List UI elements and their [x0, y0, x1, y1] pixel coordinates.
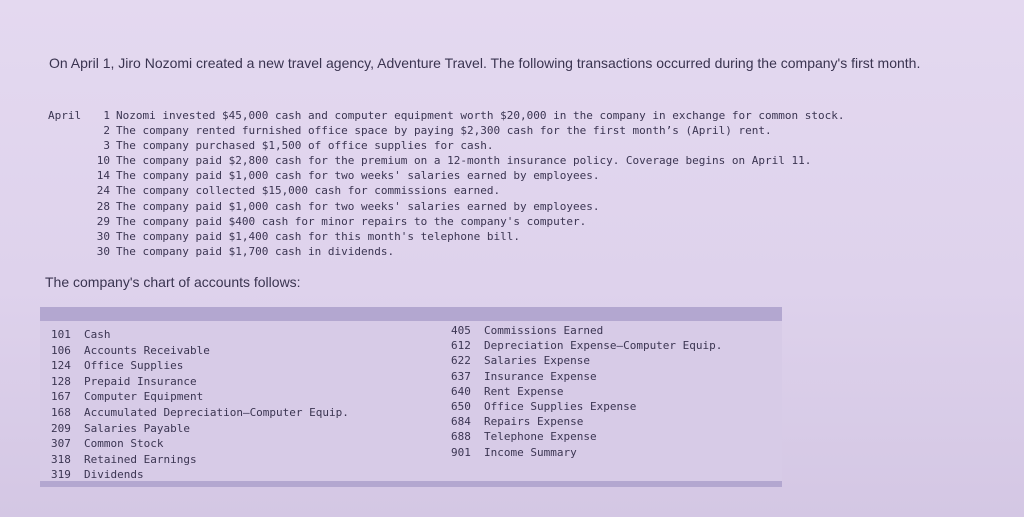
chart-of-accounts-heading: The company's chart of accounts follows:: [45, 274, 301, 290]
account-name: Common Stock: [84, 437, 164, 451]
account-row: [51, 343, 349, 359]
transaction-day: 30: [96, 244, 110, 258]
account-number: 637: [451, 369, 471, 383]
accounts-left-column: [51, 327, 349, 483]
account-name: Income Summary: [484, 445, 577, 459]
account-row: [451, 399, 722, 414]
transaction-description: The company rented furnished office space by paying $2,300 cash for the first month’s (April) rent.: [116, 124, 772, 138]
account-number: 405: [451, 324, 471, 337]
transaction-description: The company paid $1,700 cash in dividends.: [116, 244, 395, 258]
account-number: 640: [451, 384, 471, 398]
transaction-day: 3: [103, 139, 110, 153]
account-number: 106: [51, 343, 71, 357]
transaction-row: [48, 138, 844, 153]
account-name: Depreciation Expense—Computer Equip.: [484, 339, 723, 353]
account-row: [51, 389, 349, 405]
transaction-row: [48, 183, 844, 198]
account-name: Accounts Receivable: [84, 343, 210, 357]
account-row: [51, 421, 349, 437]
account-name: Office Supplies: [84, 359, 184, 373]
account-number: 319: [51, 468, 71, 482]
transaction-row: [48, 244, 844, 259]
account-number: 612: [451, 339, 471, 353]
account-row: [451, 414, 722, 429]
account-name: Salaries Payable: [84, 421, 190, 435]
account-name: Telephone Expense: [484, 430, 597, 444]
account-row: [51, 405, 349, 421]
account-number: 318: [51, 452, 71, 466]
transaction-day: 2: [103, 124, 110, 138]
transaction-day: 30: [96, 229, 110, 243]
account-row: [451, 353, 722, 368]
account-row: [51, 374, 349, 390]
account-row: [451, 369, 722, 384]
transaction-day: 10: [96, 154, 110, 168]
account-name: Commissions Earned: [484, 324, 604, 337]
account-number: 901: [451, 445, 471, 459]
intro-paragraph: On April 1, Jiro Nozomi created a new travel agency, Adventure Travel. The following transactions occurred during the company's first month.: [49, 55, 921, 71]
account-row: [451, 323, 722, 338]
transaction-row: [48, 214, 844, 229]
transaction-description: The company paid $1,400 cash for this month's telephone bill.: [116, 229, 520, 243]
account-number: 307: [51, 437, 71, 451]
transaction-row: [48, 108, 844, 123]
account-name: Insurance Expense: [484, 369, 597, 383]
transaction-day: 1: [103, 109, 110, 122]
transaction-description: The company paid $2,800 cash for the premium on a 12-month insurance policy. Coverage begins on April 11.: [116, 154, 812, 168]
account-name: Cash: [84, 328, 111, 341]
account-number: 101: [51, 328, 71, 341]
account-number: 688: [451, 430, 471, 444]
account-number: 128: [51, 374, 71, 388]
accounts-right-column: [451, 323, 722, 460]
transactions-list: [48, 108, 844, 259]
account-number: 168: [51, 405, 71, 419]
account-number: 124: [51, 359, 71, 373]
table-footer-bar: [40, 481, 782, 487]
account-number: 622: [451, 354, 471, 368]
transaction-day: 29: [96, 214, 110, 228]
transaction-day: 24: [96, 184, 110, 198]
transaction-row: [48, 168, 844, 183]
account-name: Office Supplies Expense: [484, 399, 637, 413]
account-row: [451, 429, 722, 444]
account-row: [451, 384, 722, 399]
account-name: Rent Expense: [484, 384, 564, 398]
transaction-description: The company collected $15,000 cash for commissions earned.: [116, 184, 501, 198]
transaction-day: 14: [96, 169, 110, 183]
transaction-description: The company paid $1,000 cash for two weeks' salaries earned by employees.: [116, 199, 600, 213]
account-name: Prepaid Insurance: [84, 374, 197, 388]
account-number: 684: [451, 415, 471, 429]
transaction-description: The company paid $400 cash for minor repairs to the company's computer.: [116, 214, 587, 228]
account-name: Repairs Expense: [484, 415, 584, 429]
account-row: [51, 327, 349, 343]
transaction-description: The company purchased $1,500 of office supplies for cash.: [116, 139, 494, 153]
transaction-row: [48, 123, 844, 138]
account-row: [451, 445, 722, 460]
chart-of-accounts-table: [40, 307, 782, 487]
table-header-bar: [40, 307, 782, 321]
account-number: 650: [451, 399, 471, 413]
account-row: [451, 338, 722, 353]
account-name: Salaries Expense: [484, 354, 590, 368]
account-name: Retained Earnings: [84, 452, 197, 466]
account-name: Computer Equipment: [84, 390, 204, 404]
account-row: [51, 436, 349, 452]
transaction-row: [48, 153, 844, 168]
account-number: 167: [51, 390, 71, 404]
transaction-description: The company paid $1,000 cash for two weeks' salaries earned by employees.: [116, 169, 600, 183]
account-name: Dividends: [84, 468, 144, 482]
transaction-day: 28: [96, 199, 110, 213]
transaction-row: [48, 199, 844, 214]
account-row: [51, 452, 349, 468]
account-name: Accumulated Depreciation—Computer Equip.: [84, 405, 349, 419]
account-number: 209: [51, 421, 71, 435]
transaction-description: Nozomi invested $45,000 cash and computer equipment worth $20,000 in the company in exchange for common stock.: [116, 109, 845, 122]
transaction-month: April: [48, 109, 82, 122]
transaction-row: [48, 229, 844, 244]
account-row: [51, 358, 349, 374]
